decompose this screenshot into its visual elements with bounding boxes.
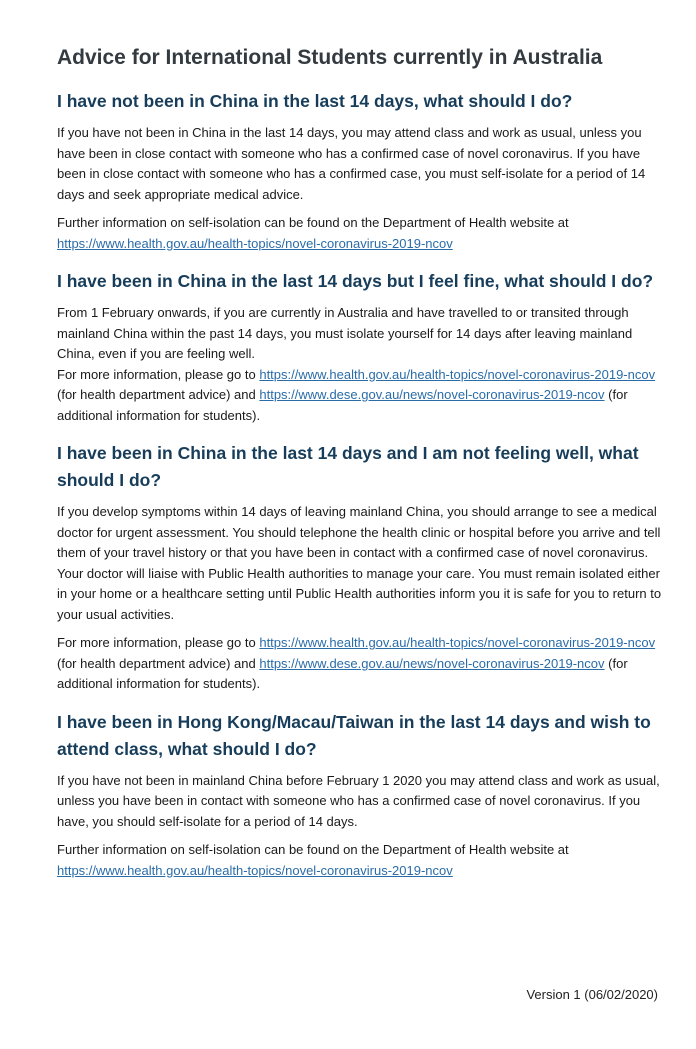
dese-website-link[interactable]: https://www.dese.gov.au/news/novel-coronavirus-2019-ncov: [259, 655, 605, 671]
more-info-prefix: For more information, please go to: [57, 635, 256, 650]
version-label: Version 1 (06/02/2020): [526, 987, 658, 1002]
section-not-in-china: [57, 88, 662, 254]
further-info-text: Further information on self-isolation can be found on the Department of Health website at: [57, 215, 569, 230]
section-heading: I have been in Hong Kong/Macau/Taiwan in the last 14 days and wish to attend class, what should I do?: [57, 711, 651, 759]
section-paragraph-text: From 1 February onwards, if you are currently in Australia and have travelled to or transited through mainland China within the past 14 days, you must isolate yourself for 14 days after leaving mainland China, even if you are feeling well.: [57, 305, 633, 361]
health-website-link[interactable]: https://www.health.gov.au/health-topics/novel-coronavirus-2019-ncov: [57, 862, 453, 878]
section-paragraph: If you develop symptoms within 14 days of leaving mainland China, you should arrange to see a medical doctor for urgent assessment. You should telephone the health clinic or hospital before you arrive and tell them of your travel history or that you have been in contact with a confirmed case of novel coronavirus. Your doctor will liaise with Public Health authorities to manage your care. You must remain isolated either in your home or a healthcare setting until Public Health authorities inform you it is safe for you to return to your usual activities.: [57, 504, 662, 622]
section-paragraph: If you have not been in China in the last 14 days, you may attend class and work as usual, unless you have been in close contact with someone who has a confirmed case of novel coronavirus. If you have been in close contact with someone who has a confirmed case, you must self-isolate for a period of 14 days and seek appropriate medical advice.: [57, 125, 646, 202]
health-website-link[interactable]: https://www.health.gov.au/health-topics/novel-coronavirus-2019-ncov: [259, 635, 656, 650]
health-website-link[interactable]: https://www.health.gov.au/health-topics/novel-coronavirus-2019-ncov: [57, 235, 453, 251]
health-website-link[interactable]: https://www.health.gov.au/health-topics/novel-coronavirus-2019-ncov: [259, 366, 656, 382]
more-info-prefix: For more information, please go to: [57, 366, 256, 382]
more-info-mid: (for health department advice) and: [57, 655, 256, 671]
further-info-paragraph: [57, 840, 662, 881]
section-heading: I have been in China in the last 14 days and I am not feeling well, what should I do?: [57, 443, 639, 490]
section-in-china-unwell: [57, 440, 662, 695]
further-info-text: Further information on self-isolation can be found on the Department of Health website at: [57, 842, 569, 857]
more-info-mid: (for health department advice) and: [57, 387, 256, 402]
section-heading: I have not been in China in the last 14 days, what should I do?: [57, 91, 573, 111]
section-paragraph: [57, 303, 662, 426]
section-in-china-feel-fine: [57, 268, 662, 426]
section-hk-macau-taiwan: [57, 709, 662, 882]
more-info-paragraph: [57, 633, 662, 695]
section-heading: I have been in China in the last 14 days but I feel fine, what should I do?: [57, 271, 654, 291]
more-info-suffix: (for additional information for students).: [57, 655, 628, 691]
section-paragraph: If you have not been in mainland China before February 1 2020 you may attend class and work as usual, unless you have been in contact with someone who has a confirmed case of novel coronavirus. If you have, you should self-isolate for a period of 14 days.: [57, 772, 660, 829]
page-title: Advice for International Students currently in Australia: [57, 46, 603, 69]
dese-website-link[interactable]: https://www.dese.gov.au/news/novel-coronavirus-2019-ncov: [259, 387, 605, 402]
further-info-paragraph: [57, 213, 662, 254]
document-page: [57, 40, 662, 895]
more-info-suffix: (for additional information for students).: [57, 387, 628, 423]
